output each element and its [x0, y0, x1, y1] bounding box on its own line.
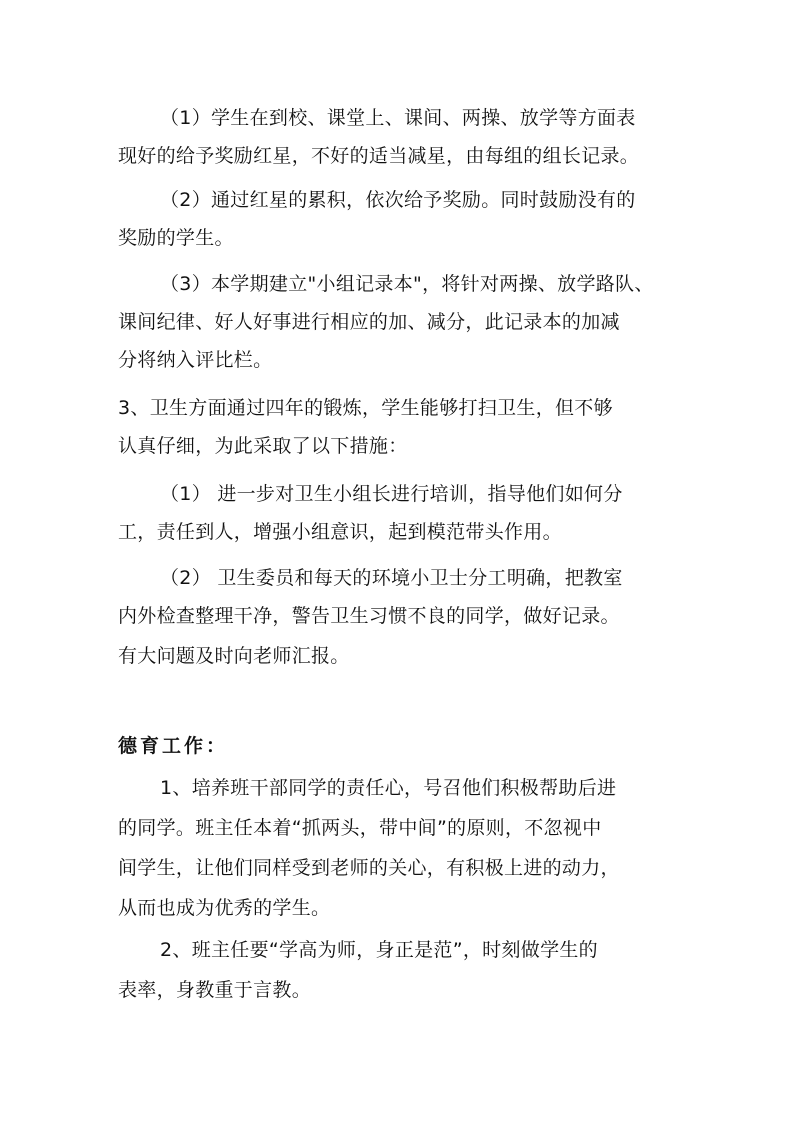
paragraph-line: 表率，身教重于言教。: [118, 979, 312, 1001]
paragraph-line: 现好的给予奖励红星，不好的适当减星，由每组的组长记录。: [118, 145, 640, 167]
paragraph-line: （1） 进一步对卫生小组长进行培训，指导他们如何分: [160, 483, 623, 505]
paragraph-line: 分将纳入评比栏。: [118, 349, 273, 371]
paragraph-line: （2） 卫生委员和每天的环境小卫士分工明确，把教室: [160, 567, 623, 589]
paragraph-line: 有大问题及时向老师汇报。: [118, 645, 350, 667]
paragraph-line: （1）学生在到校、课堂上、课间、两操、放学等方面表: [160, 107, 636, 129]
paragraph-line: 课间纪律、好人好事进行相应的加、减分，此记录本的加减: [118, 311, 620, 333]
paragraph-line: 1、培养班干部同学的责任心，号召他们积极帮助后进: [160, 777, 617, 799]
section-heading: 德育工作：: [118, 735, 229, 757]
paragraph-line: 奖励的学生。: [118, 227, 234, 249]
paragraph-line: 间学生，让他们同样受到老师的关心，有积极上进的动力，: [118, 857, 620, 879]
paragraph-line: （2）通过红星的累积，依次给予奖励。同时鼓励没有的: [160, 189, 636, 211]
paragraph-line: 认真仔细，为此采取了以下措施：: [118, 435, 408, 457]
paragraph-line: （3）本学期建立"小组记录本"，将针对两操、放学路队、: [160, 273, 654, 295]
paragraph-line: 2、班主任要“学高为师，身正是范”，时刻做学生的: [160, 939, 598, 961]
paragraph-line: 从而也成为优秀的学生。: [118, 897, 331, 919]
paragraph-line: 的同学。班主任本着“抓两头，带中间”的原则，不忽视中: [118, 817, 602, 839]
paragraph-line: 内外检查整理干净，警告卫生习惯不良的同学，做好记录。: [118, 605, 620, 627]
paragraph-line: 3、卫生方面通过四年的锻炼，学生能够打扫卫生，但不够: [118, 397, 613, 419]
paragraph-line: 工，责任到人，增强小组意识，起到模范带头作用。: [118, 521, 562, 543]
